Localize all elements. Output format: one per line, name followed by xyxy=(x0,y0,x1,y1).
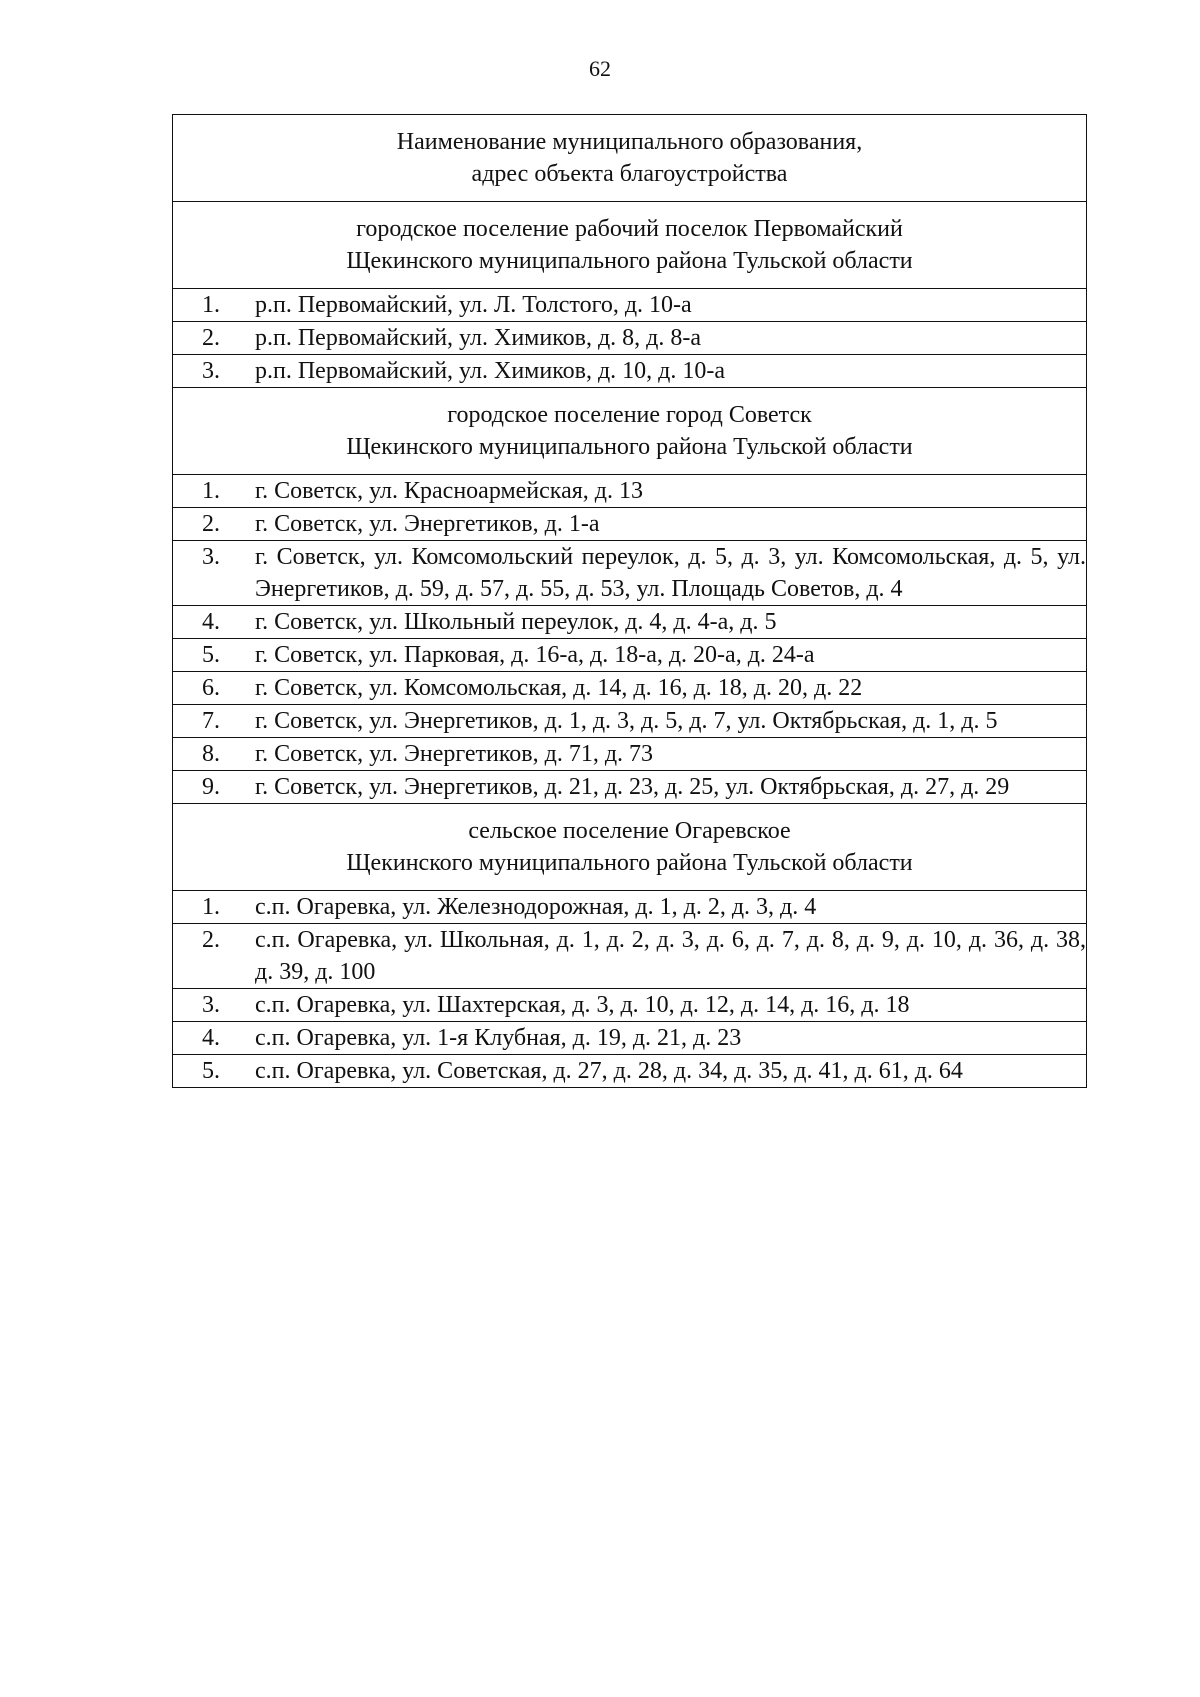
entry-address: г. Советск, ул. Энергетиков, д. 21, д. 23, д. 25, ул. Октябрьская, д. 27, д. 29 xyxy=(255,774,1010,800)
section-row xyxy=(173,804,1087,891)
entry-number: 3. xyxy=(202,358,220,384)
table-row xyxy=(173,738,1087,771)
entry-address: р.п. Первомайский, ул. Химиков, д. 8, д. 8-а xyxy=(255,325,702,351)
list-item xyxy=(173,738,1086,770)
entry-number: 2. xyxy=(202,927,220,953)
entry-cell xyxy=(173,639,1087,672)
header-line: адрес объекта благоустройства xyxy=(471,161,788,187)
table-row xyxy=(173,475,1087,508)
entry-number: 8. xyxy=(202,741,220,767)
section-title-line: городское поселение город Советск xyxy=(447,402,812,428)
section-title-cell xyxy=(173,388,1087,475)
entry-cell xyxy=(173,541,1087,606)
list-item xyxy=(173,672,1086,704)
entry-address: с.п. Огаревка, ул. Школьная, д. 1, д. 2, д. 3, д. 6, д. 7, д. 8, д. 9, д. 10, д. 36, д. 38, д. 39, д. 100 xyxy=(255,927,1086,985)
entry-cell xyxy=(173,705,1087,738)
section-title-line: Щекинского муниципального района Тульской области xyxy=(346,434,913,460)
entry-number: 1. xyxy=(202,894,220,920)
entry-number: 3. xyxy=(202,992,220,1018)
entry-cell xyxy=(173,606,1087,639)
list-item xyxy=(173,891,1086,923)
table-row xyxy=(173,924,1087,989)
table-row xyxy=(173,989,1087,1022)
entry-number: 7. xyxy=(202,708,220,734)
entry-number: 9. xyxy=(202,774,220,800)
table-row xyxy=(173,771,1087,804)
table-row xyxy=(173,1022,1087,1055)
section-row xyxy=(173,202,1087,289)
entry-address: г. Советск, ул. Школьный переулок, д. 4, д. 4-а, д. 5 xyxy=(255,609,777,635)
list-item xyxy=(173,771,1086,803)
list-item xyxy=(173,541,1086,605)
entry-number: 3. xyxy=(202,544,220,570)
entry-cell xyxy=(173,989,1087,1022)
table-row xyxy=(173,672,1087,705)
section-title-line: сельское поселение Огаревское xyxy=(468,818,791,844)
list-item xyxy=(173,705,1086,737)
table-row xyxy=(173,322,1087,355)
list-item xyxy=(173,475,1086,507)
entry-number: 1. xyxy=(202,292,220,318)
entry-address: с.п. Огаревка, ул. Шахтерская, д. 3, д. 10, д. 12, д. 14, д. 16, д. 18 xyxy=(255,992,910,1018)
table-row xyxy=(173,289,1087,322)
section-title-line: Щекинского муниципального района Тульской области xyxy=(346,248,913,274)
entry-number: 4. xyxy=(202,1025,220,1051)
table-row xyxy=(173,705,1087,738)
list-item xyxy=(173,322,1086,354)
list-item xyxy=(173,924,1086,988)
entry-cell xyxy=(173,475,1087,508)
list-item xyxy=(173,989,1086,1021)
entry-address: г. Советск, ул. Комсомольская, д. 14, д. 16, д. 18, д. 20, д. 22 xyxy=(255,675,863,701)
registry-body xyxy=(173,115,1087,1088)
table-row xyxy=(173,508,1087,541)
entry-cell xyxy=(173,738,1087,771)
section-row xyxy=(173,388,1087,475)
list-item xyxy=(173,639,1086,671)
entry-address: г. Советск, ул. Парковая, д. 16-а, д. 18-а, д. 20-а, д. 24-а xyxy=(255,642,815,668)
entry-cell xyxy=(173,289,1087,322)
entry-number: 5. xyxy=(202,642,220,668)
entry-cell xyxy=(173,1055,1087,1088)
list-item xyxy=(173,1022,1086,1054)
entry-cell xyxy=(173,355,1087,388)
entry-address: с.п. Огаревка, ул. 1-я Клубная, д. 19, д. 21, д. 23 xyxy=(255,1025,742,1051)
table-row xyxy=(173,639,1087,672)
list-item xyxy=(173,289,1086,321)
table-row xyxy=(173,1055,1087,1088)
entry-cell xyxy=(173,672,1087,705)
entry-number: 2. xyxy=(202,511,220,537)
entry-cell xyxy=(173,924,1087,989)
table-header-row xyxy=(173,115,1087,202)
list-item xyxy=(173,606,1086,638)
section-title-line: городское поселение рабочий поселок Первомайский xyxy=(356,216,903,242)
table-header-cell xyxy=(173,115,1087,202)
page-number: 62 xyxy=(589,56,611,81)
address-registry-table xyxy=(172,114,1087,1088)
entry-address: г. Советск, ул. Комсомольский переулок, д. 5, д. 3, ул. Комсомольская, д. 5, ул. Энергетиков, д. 59, д. 57, д. 55, д. 53, ул. Площадь Советов, д. 4 xyxy=(255,544,1086,602)
entry-address: г. Советск, ул. Энергетиков, д. 1-а xyxy=(255,511,600,537)
entry-cell xyxy=(173,508,1087,541)
entry-number: 1. xyxy=(202,478,220,504)
section-title-line: Щекинского муниципального района Тульской области xyxy=(346,850,913,876)
entry-cell xyxy=(173,891,1087,924)
section-title-cell xyxy=(173,202,1087,289)
table-row xyxy=(173,355,1087,388)
entry-number: 5. xyxy=(202,1058,220,1084)
header-line: Наименование муниципального образования, xyxy=(396,129,863,155)
table-row xyxy=(173,541,1087,606)
entry-address: р.п. Первомайский, ул. Химиков, д. 10, д. 10-а xyxy=(255,358,726,384)
list-item xyxy=(173,355,1086,387)
entry-number: 2. xyxy=(202,325,220,351)
list-item xyxy=(173,1055,1086,1087)
entry-address: г. Советск, ул. Красноармейская, д. 13 xyxy=(255,478,643,504)
list-item xyxy=(173,508,1086,540)
section-title-cell xyxy=(173,804,1087,891)
entry-address: с.п. Огаревка, ул. Железнодорожная, д. 1, д. 2, д. 3, д. 4 xyxy=(255,894,817,920)
entry-number: 4. xyxy=(202,609,220,635)
entry-cell xyxy=(173,771,1087,804)
entry-address: с.п. Огаревка, ул. Советская, д. 27, д. 28, д. 34, д. 35, д. 41, д. 61, д. 64 xyxy=(255,1058,963,1084)
entry-address: г. Советск, ул. Энергетиков, д. 71, д. 73 xyxy=(255,741,654,767)
entry-cell xyxy=(173,322,1087,355)
entry-number: 6. xyxy=(202,675,220,701)
entry-address: р.п. Первомайский, ул. Л. Толстого, д. 10-а xyxy=(255,292,692,318)
entry-address: г. Советск, ул. Энергетиков, д. 1, д. 3, д. 5, д. 7, ул. Октябрьская, д. 1, д. 5 xyxy=(255,708,998,734)
entry-cell xyxy=(173,1022,1087,1055)
table-row xyxy=(173,891,1087,924)
table-row xyxy=(173,606,1087,639)
